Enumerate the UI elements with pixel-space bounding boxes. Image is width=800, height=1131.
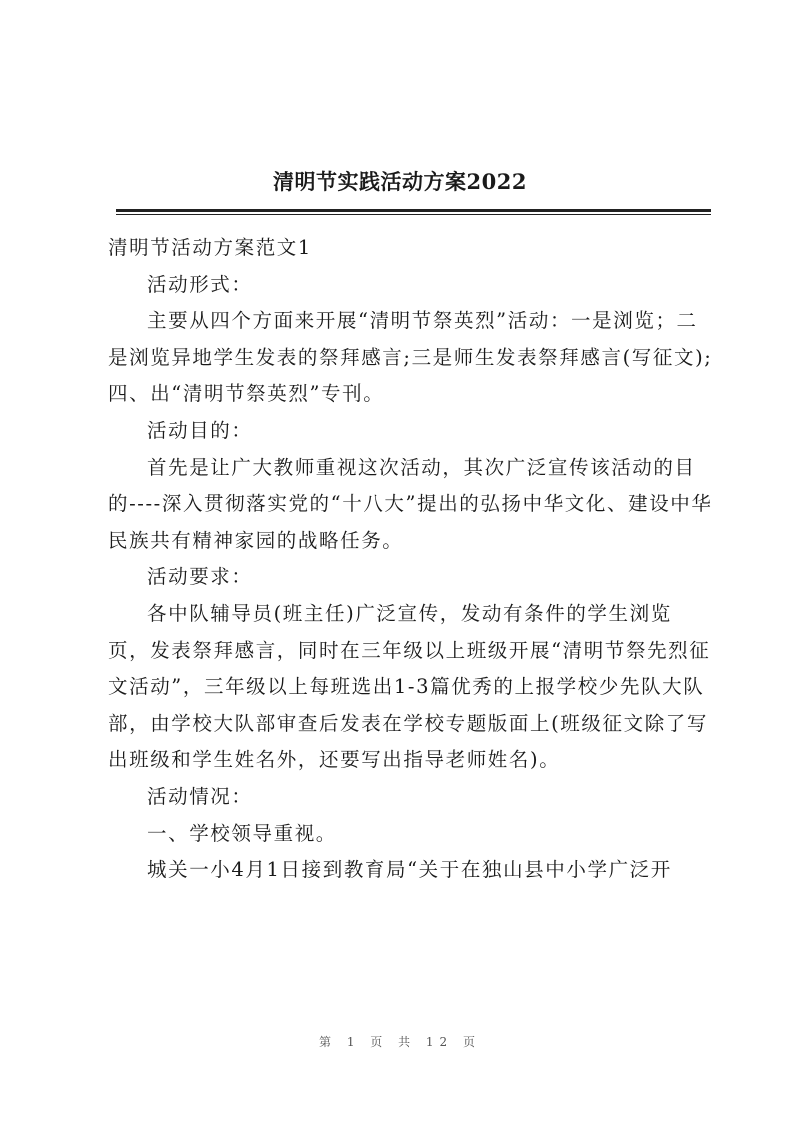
paragraph-leadership: 一、学校领导重视。: [147, 821, 337, 845]
section-heading: 清明节活动方案范文1: [108, 236, 312, 259]
page-footer: 第 1 页 共 12 页: [319, 1035, 481, 1049]
title-underline-thin: [116, 214, 711, 215]
paragraph-activity-form: 主要从四个方面来开展“清明节祭英烈”活动：一是浏览；二是浏览异地学生发表的祭拜感言;三是师生发表祭拜感言(写征文);四、出“清明节祭英烈”专刊。: [108, 309, 713, 406]
document-title: 清明节实践活动方案2022: [273, 169, 527, 194]
paragraph-activity-form-label: 活动形式：: [147, 272, 253, 296]
paragraph-city-school: 城关一小4月1日接到教育局“关于在独山县中小学广泛开: [147, 858, 672, 882]
paragraph-activity-requirements: 各中队辅导员(班主任)广泛宣传，发动有条件的学生浏览页，发表祭拜感言，同时在三年级以上班级开展“清明节祭先烈征文活动”，三年级以上每班选出1-3篇优秀的上报学校少先队大队部，由学校大队部审查后发表在学校专题版面上(班级征文除了写出班级和学生姓名外，还要写出指导老师姓名)。: [108, 601, 711, 772]
paragraph-activity-purpose-label: 活动目的：: [147, 418, 253, 442]
document-body: [108, 230, 713, 889]
title-underline-thick: [116, 209, 711, 212]
paragraph-activity-purpose: 首先是让广大教师重视这次活动，其次广泛宣传该活动的目的----深入贯彻落实党的“十八大”提出的弘扬中华文化、建设中华民族共有精神家园的战略任务。: [108, 455, 713, 552]
paragraph-activity-requirements-label: 活动要求：: [147, 565, 253, 589]
paragraph-activity-status-label: 活动情况：: [147, 784, 253, 808]
